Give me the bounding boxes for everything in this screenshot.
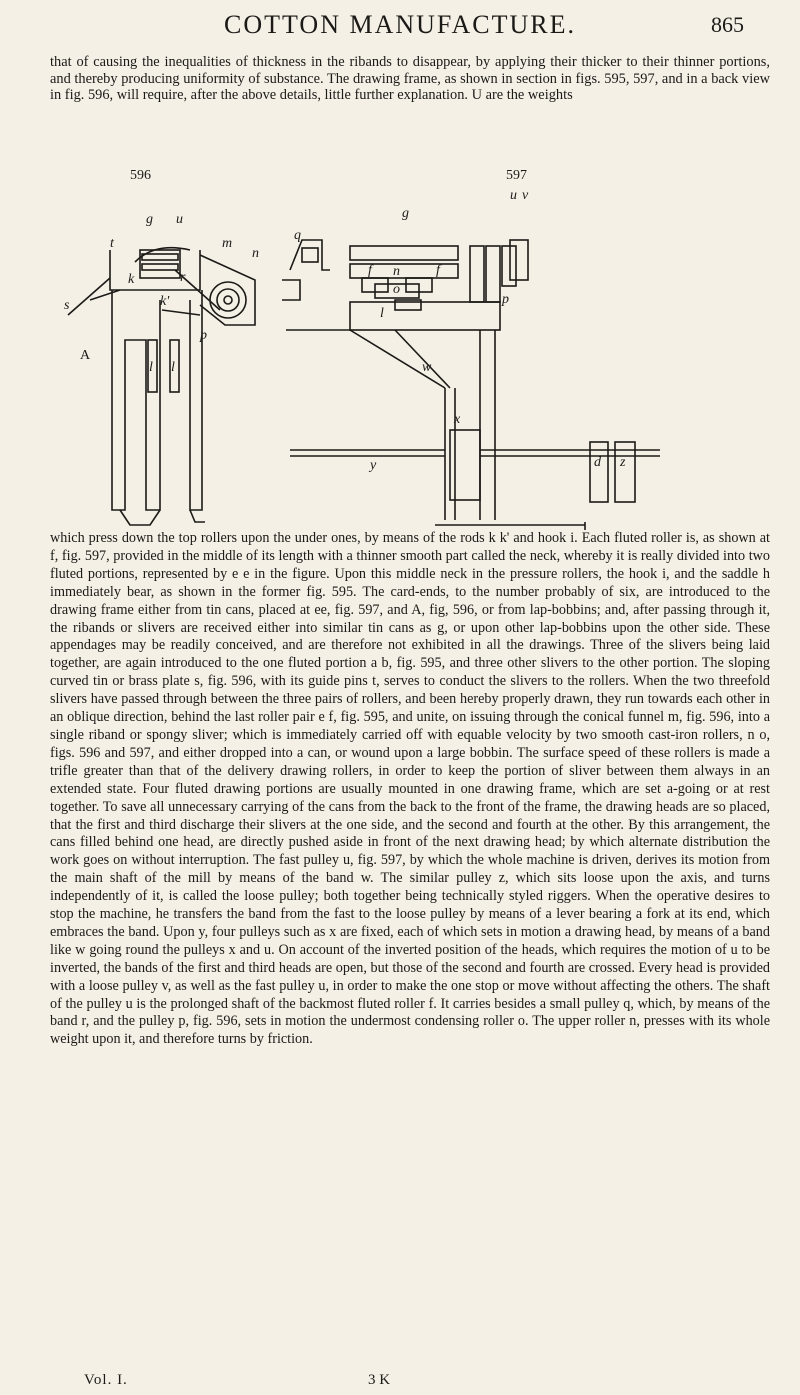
engraving-figures (50, 150, 770, 530)
fig597-label-l: l (380, 306, 384, 321)
fig597-label-f1: f (368, 263, 372, 278)
fig596-label-A: A (80, 348, 91, 363)
fig597-label-f2: f (436, 263, 440, 278)
fig596-label-l1: l (149, 360, 153, 375)
fig596-label-g: g (146, 212, 153, 227)
page-number: 865 (711, 12, 744, 37)
fig596-label-k-prime: k' (160, 294, 170, 309)
running-title: COTTON MANUFACTURE. (224, 10, 576, 39)
fig597-label-v: v (522, 188, 529, 203)
figure-596-drawing (68, 248, 255, 525)
figure-597-number: 597 (506, 168, 527, 183)
fig597-label-q: q (294, 228, 301, 243)
fig597-label-w: w (422, 360, 432, 375)
fig596-label-t: t (110, 236, 114, 251)
page-footer (50, 1372, 770, 1392)
intro-paragraph: that of causing the inequalities of thickness in the ribands to disappear, by applying their thicker to their thinner portions, and thereby producing uniformity of substance. The drawing frame, as shown in section in figs. 595, 597, and in a back view in fig. 596, will require, after the above details, little further explanation. U are the weights (50, 54, 770, 104)
fig596-label-u: u (176, 212, 183, 227)
figure-596-number: 596 (130, 168, 151, 183)
fig597-label-z: z (620, 455, 626, 470)
fig597-label-u: u (510, 188, 517, 203)
fig597-label-d: d (594, 455, 601, 470)
fig596-label-s: s (64, 298, 70, 313)
figure-597-drawing (282, 240, 660, 530)
fig597-label-g: g (402, 206, 409, 221)
body-paragraph: which press down the top rollers upon the under ones, by means of the rods k k' and hook i. Each fluted roller is, as shown at f, fig. 597, provided in the middle of its length with a thinner smooth part called the neck, whereby it is really divided into two fluted portions, represented by e e in the figure. Upon this middle neck in the pressure rollers, the hook i, and the saddle h immediately bear, as shown in the former fig. 595. The card-ends, to the number probably of six, are introduced to the drawing frame either from tin cans, placed at ee, fig. 597, and A, fig, 596, or from lap-bobbins; and, after passing through it, the ribands or slivers are received either into similar tin cans as g, or upon other lap-bobbins upon the other side. These appendages may be readily conceived, and are therefore not exhibited in all the drawings. Three of the slivers being laid together, are again introduced to the one fluted portion a b, fig. 595, and three other slivers to the other portion. The sloping curved tin or brass plate s, fig. 596, with its guide pins t, serves to conduct the slivers to the rollers. When the two threefold slivers have passed through between the three pairs of rollers, and been hereby properly drawn, they run towards each other in an oblique direction, behind the last roller pair e f, fig. 595, and unite, on issuing through the conical funnel m, fig. 596, into a single riband or spongy sliver; which is immediately carried off with equable velocity by two smooth cast-iron rollers, n o, figs. 596 and 597, and either dropped into a can, or wound upon a large bobbin. The surface speed of these rollers is made a trifle greater than that of the delivery drawing rollers, in order to keep the portion of sliver between them always in an extended state. Four fluted drawing portions are usually mounted in one drawing frame, which are set a-going or at rest together. To save all unnecessary carrying of the cans from the back to the front of the frame, the drawing heads are so placed, that the first and third discharge their slivers at the one side, and the second and fourth at the other. By this arrangement, the cans filled behind one head, are directly pushed aside in front of the next drawing head; by which alternate distribution the work goes on without interruption. The fast pulley u, fig. 597, by which the whole machine is driven, derives its motion from the main shaft of the mill by means of the band w. The similar pulley z, which sits loose upon the axis, and turns independently of it, is called the loose pulley; both together being technically styled riggers. When the operative desires to stop the machine, he transfers the band from the fast to the loose pulley by means of a lever bearing a fork at its end, which embraces the band. Upon y, four pulleys such as x are fixed, each of which sets in motion a drawing head, by means of a band like w going round the pulleys x and u. On account of the inverted position of the heads, which requires the motion of u to be inverted, the bands of the first and third heads are open, but those of the second and fourth are crossed. Every head is provided with a loose pulley v, as well as the fast pulley u, in order to make the one stop or move without affecting the others. The shaft of the pulley u is the prolonged shaft of the backmost fluted roller f. It carries besides a small pulley q, which, by means of the band r, and the pulley p, fig. 596, sets in motion the undermost condensing roller o. The upper roller n, presses with its whole weight upon it, and therefore turns by friction. (50, 530, 770, 1048)
page-header (0, 8, 800, 48)
figures-area (50, 150, 770, 530)
fig597-label-o: o (393, 282, 400, 297)
fig596-label-r: r (180, 270, 186, 285)
fig597-label-y: y (370, 458, 377, 473)
volume-label: Vol. I. (84, 1372, 128, 1388)
signature-mark: 3 K (368, 1372, 391, 1388)
fig596-label-p: p (200, 328, 207, 343)
fig596-label-k: k (128, 272, 135, 287)
fig596-label-m: m (222, 236, 233, 251)
fig597-label-n: n (393, 264, 400, 279)
fig596-label-l2: l (171, 360, 175, 375)
fig597-label-p: p (502, 292, 509, 307)
fig597-label-x: x (454, 412, 461, 427)
fig596-label-n: n (252, 246, 259, 261)
